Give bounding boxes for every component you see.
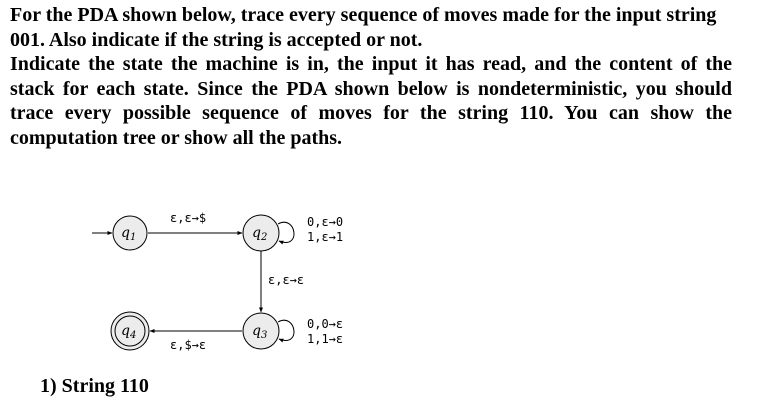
question-paragraph-1: For the PDA shown below, trace every sequence of moves made for the input string 001. Also indicate if the string is accepted or not. xyxy=(10,4,717,51)
loop-q2-label-1: 0,ε→0 xyxy=(307,215,344,229)
loop-q3-label-2: 1,1→ε xyxy=(307,332,344,346)
loop-q3 xyxy=(278,320,294,340)
edge-q1-q2-label: ε,ε→$ xyxy=(170,211,207,225)
state-q1 xyxy=(113,216,147,250)
svg-text:q3: $q_3$ xyxy=(252,323,268,341)
loop-q2 xyxy=(278,222,294,242)
state-q3 xyxy=(243,313,279,349)
svg-text:q2: $q_2$ xyxy=(252,225,268,243)
edge-q2-q3-label: ε,ε→ε xyxy=(268,273,305,287)
state-q4-accept xyxy=(111,312,149,350)
svg-text:q1: $q_1$ xyxy=(121,225,137,243)
edge-q3-q4-label: ε,$→ε xyxy=(170,338,207,352)
state-q2 xyxy=(243,215,279,251)
question-paragraph-2: Indicate the state the machine is in, the input it has read, and the content of the stack for each state. Since the PDA shown below is nondeterministic, you should trace every possible sequence of moves for the string 110. You can show the computation tree or show all the paths. xyxy=(10,53,732,149)
string-heading: 1) String 110 xyxy=(40,375,149,397)
loop-q3-label-1: 0,0→ε xyxy=(307,317,344,331)
loop-q2-label-2: 1,ε→1 xyxy=(307,230,344,244)
svg-text:q4: $q_4$ xyxy=(121,323,137,341)
